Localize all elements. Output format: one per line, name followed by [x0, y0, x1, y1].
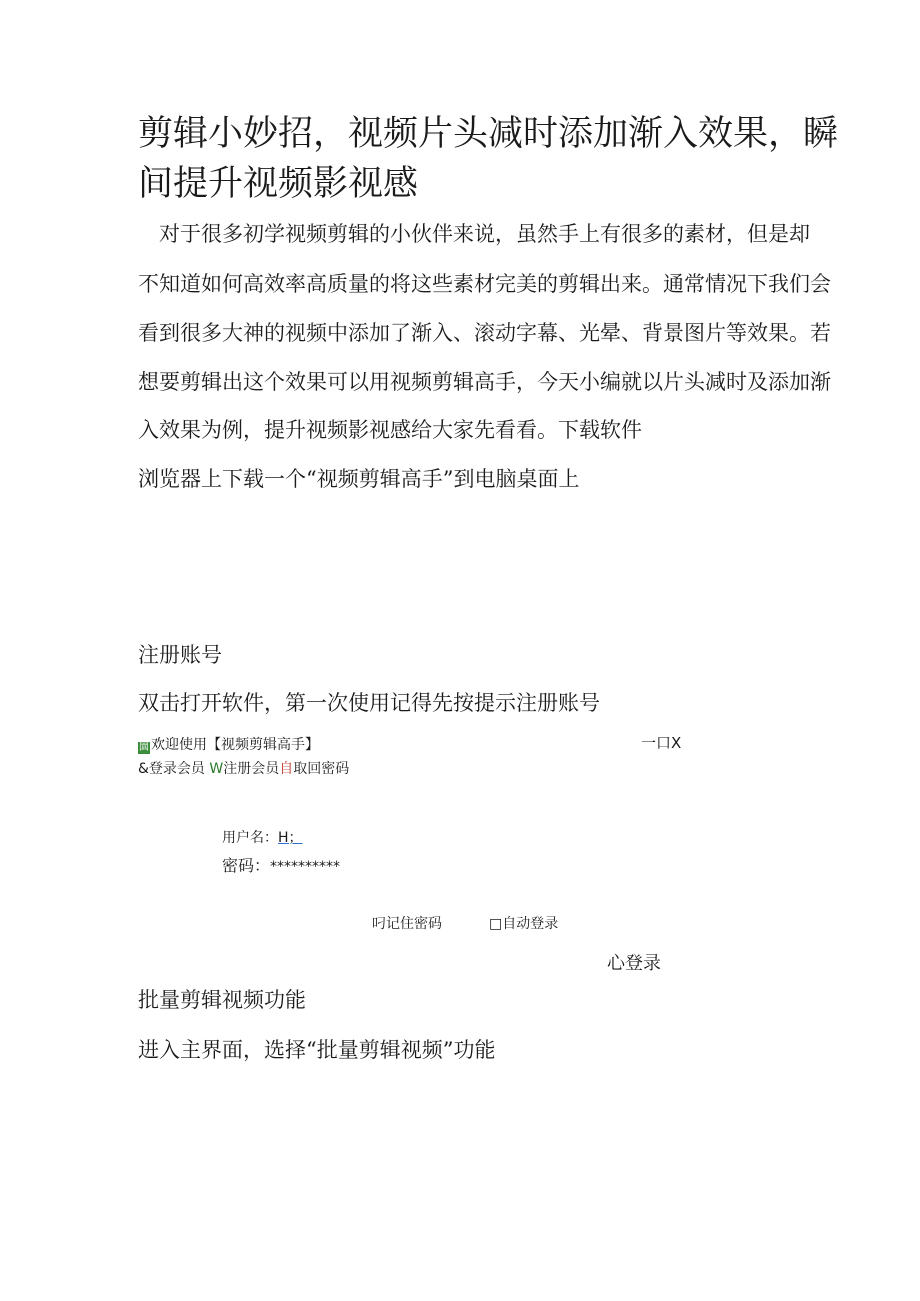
download-text: 浏览器上下载一个“视频剪辑高手”到电脑桌面上	[138, 467, 580, 491]
tab-login[interactable]	[138, 761, 205, 777]
intro-line-5: 入效果为例，提升视频影视感给大家先看看。下载软件	[138, 418, 642, 442]
tab-recover-label: 取回密码	[293, 761, 350, 777]
article-title-line-2: 间提升视频影视感	[138, 164, 419, 204]
intro-line-3: 看到很多大神的视频中添加了渐入、滚动字幕、光晕、背景图片等效果。若	[138, 321, 831, 345]
app-icon: 圜	[139, 742, 149, 753]
batch-text: 进入主界面，选择“批量剪辑视频”功能	[138, 1038, 496, 1062]
tab-login-label: 登录会员	[148, 761, 205, 777]
password-input[interactable]: **********	[270, 859, 341, 875]
window-title: 欢迎使用【视频剪辑高手】	[151, 737, 319, 753]
register-tab-icon: W	[209, 761, 224, 777]
password-label: 密码：	[222, 856, 271, 875]
tab-recover-password[interactable]	[279, 761, 349, 777]
article-title-line-1: 剪辑小妙招，视频片头减时添加渐入效果，瞬	[138, 114, 839, 154]
register-heading: 注册账号	[138, 643, 222, 667]
login-tab-icon: &	[138, 761, 149, 777]
login-tabs	[138, 759, 349, 779]
password-row	[222, 855, 340, 878]
username-row	[222, 828, 303, 848]
remember-password-checkbox[interactable]: 叼记住密码	[372, 916, 442, 932]
auto-login-checkbox[interactable]: □自动登录	[489, 916, 559, 932]
username-input[interactable]: H；	[278, 830, 303, 846]
window-title-bar	[138, 735, 319, 755]
register-text: 双击打开软件，第一次使用记得先按提示注册账号	[138, 691, 600, 715]
window-controls[interactable]: 一口X	[641, 734, 682, 752]
recover-tab-icon: 自	[279, 761, 294, 777]
batch-heading: 批量剪辑视频功能	[138, 988, 306, 1012]
intro-line-4: 想要剪辑出这个效果可以用视频剪辑高手，今天小编就以片头减时及添加渐	[138, 370, 831, 394]
intro-line-1: 对于很多初学视频剪辑的小伙伴来说，虽然手上有很多的素材，但是却	[159, 222, 810, 246]
tab-register-label: 注册会员	[223, 761, 280, 777]
intro-line-2: 不知道如何高效率高质量的将这些素材完美的剪辑出来。通常情况下我们会	[138, 272, 831, 296]
login-button[interactable]: 心登录	[607, 953, 661, 974]
tab-register[interactable]	[209, 761, 279, 777]
username-label: 用户名：	[222, 830, 278, 846]
